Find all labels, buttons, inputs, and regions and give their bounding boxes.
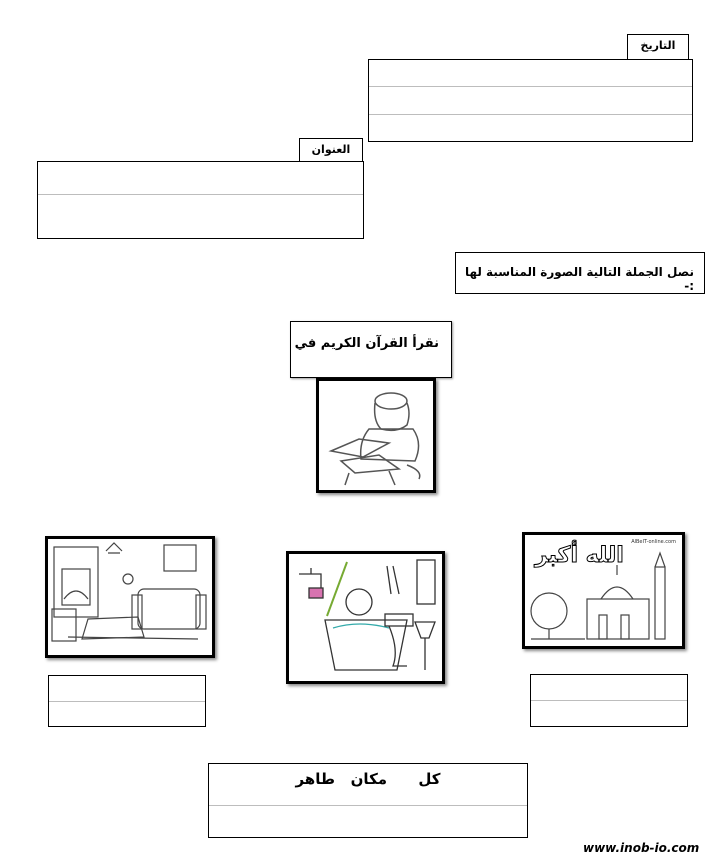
living-room-picture[interactable] xyxy=(45,536,215,658)
date-field[interactable] xyxy=(368,59,693,142)
sentence-box: نقرأ القرآن الكريم في xyxy=(290,321,452,378)
bathroom-picture[interactable] xyxy=(286,551,445,684)
bottom-sentence-box xyxy=(208,763,528,838)
bathroom-icon xyxy=(289,554,442,681)
answer-field-left[interactable] xyxy=(48,675,206,727)
quran-reading-picture[interactable] xyxy=(316,378,436,493)
allahu-akbar-caption: الله أكبر xyxy=(535,543,624,568)
living-room-icon xyxy=(48,539,212,655)
answer-field-right[interactable] xyxy=(530,674,688,727)
title-label: العنوان xyxy=(299,138,363,162)
mosque-picture[interactable] xyxy=(522,532,685,649)
footer-site[interactable]: www.inob-io.com xyxy=(583,841,700,855)
date-label: التاريخ xyxy=(627,34,689,60)
instruction-box: نصل الجملة التالية الصورة المناسبة لها :- xyxy=(455,252,705,294)
bottom-sentence-text: كل مكان طاهر xyxy=(295,770,441,788)
site-watermark: AlBeIT-online.com xyxy=(631,539,676,545)
quran-reading-icon xyxy=(319,381,433,490)
title-field[interactable] xyxy=(37,161,364,239)
